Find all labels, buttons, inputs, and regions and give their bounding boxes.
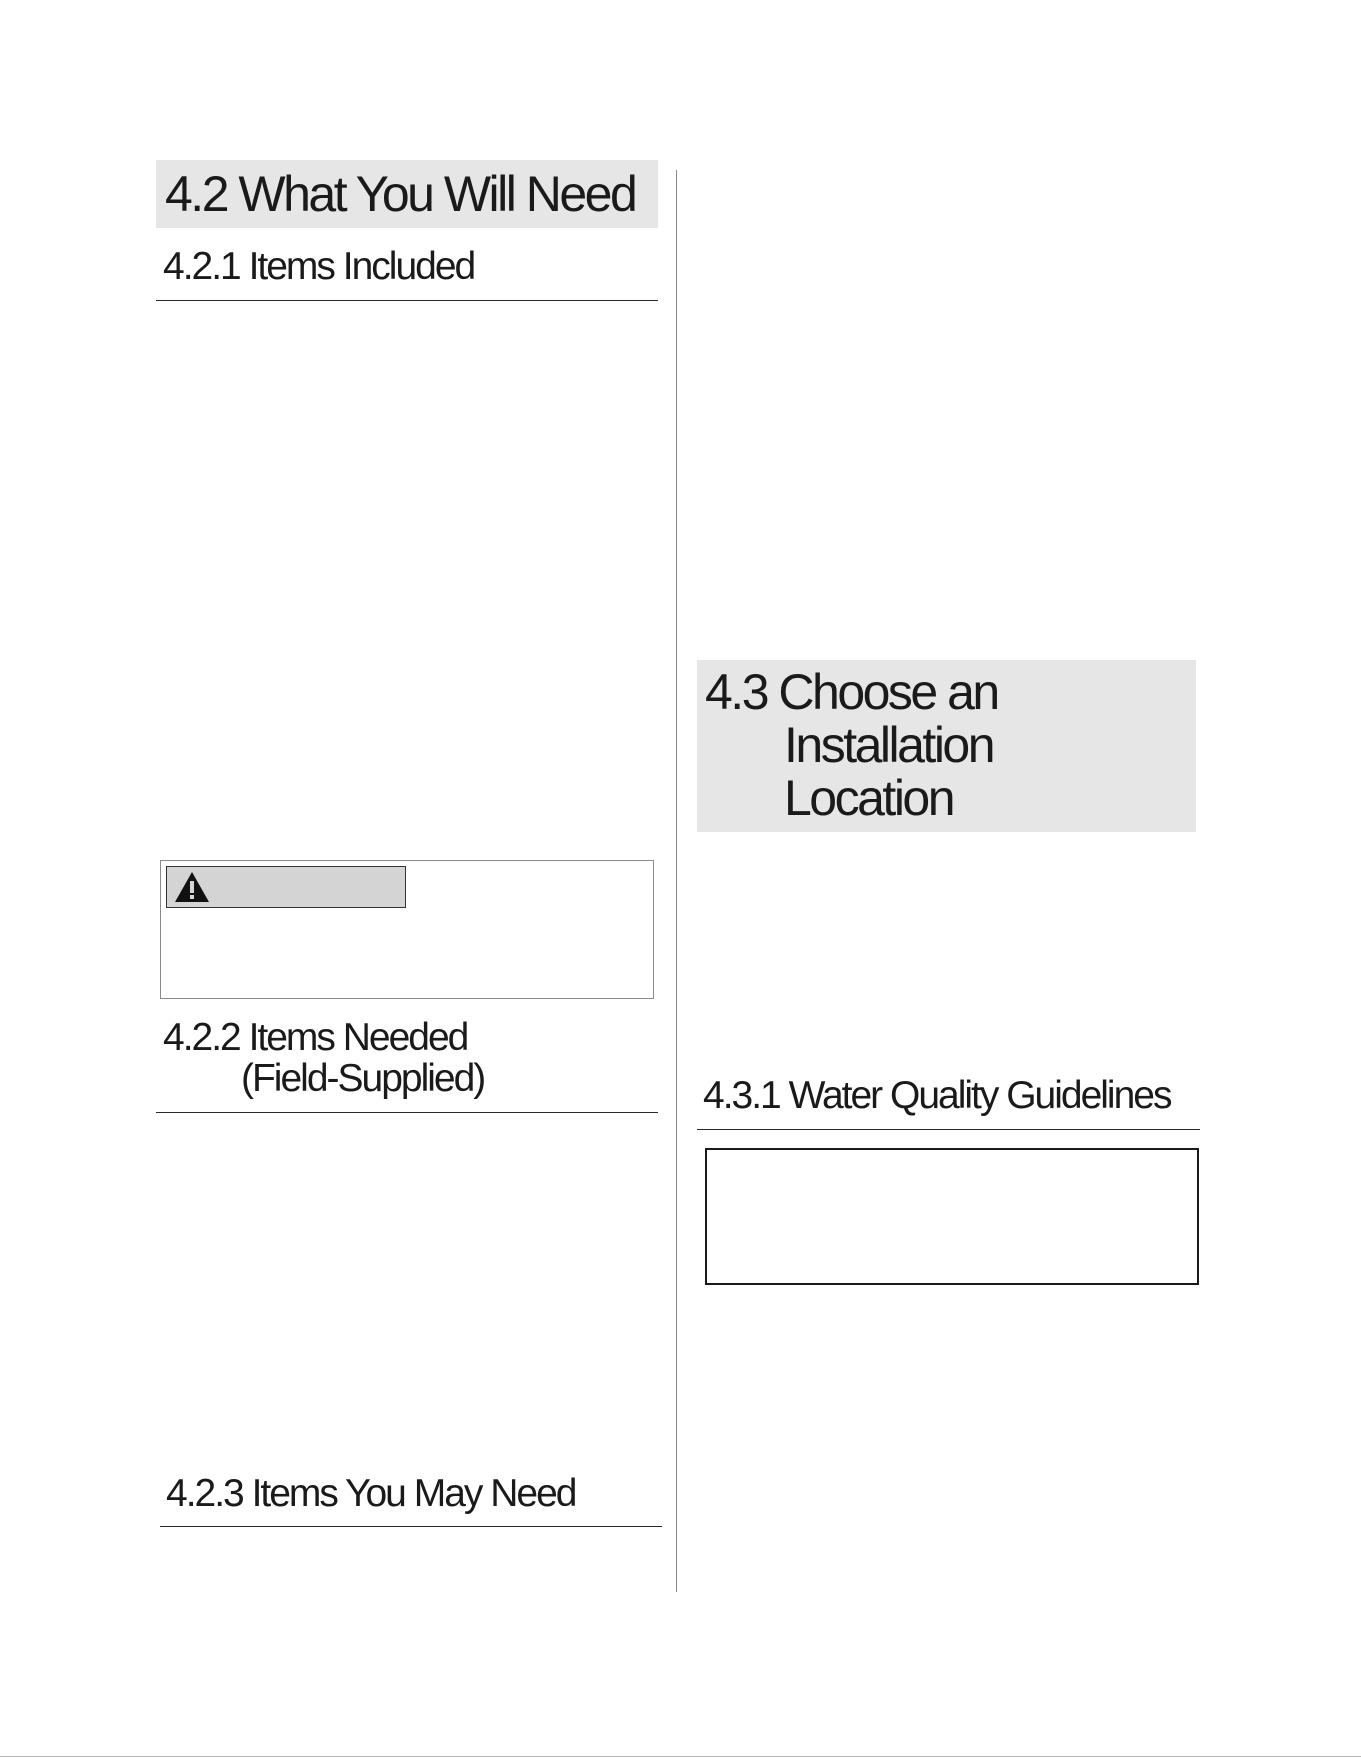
- warning-box: [160, 860, 654, 999]
- section-4-3-title-line1: 4.3 Choose an: [705, 664, 998, 720]
- section-4-3-title: [705, 666, 998, 825]
- section-4-3-1-rule: [697, 1129, 1200, 1130]
- note-box: [705, 1148, 1199, 1285]
- section-4-2-3-rule: [160, 1526, 662, 1527]
- section-4-2-2-title: [163, 1016, 484, 1101]
- warning-tag: [166, 866, 406, 908]
- section-4-3-title-line3: Location: [784, 770, 954, 826]
- section-4-3-1-title: 4.3.1 Water Quality Guidelines: [703, 1074, 1171, 1117]
- section-4-2-title: 4.2 What You Will Need: [165, 166, 636, 222]
- section-4-2-1-title: 4.2.1 Items Included: [163, 245, 475, 288]
- section-4-2-3-title: 4.2.3 Items You May Need: [166, 1472, 576, 1515]
- warning-triangle-icon: [173, 870, 211, 904]
- section-4-3-heading-band: [697, 660, 1196, 832]
- page-bottom-edge: [0, 1756, 1361, 1757]
- section-4-2-2-rule: [156, 1112, 658, 1113]
- section-4-2-1-rule: [156, 300, 658, 301]
- section-4-2-2-title-line2: (Field-Supplied): [241, 1057, 485, 1100]
- section-4-2-heading-band: [156, 160, 658, 228]
- section-4-3-title-line2: Installation: [784, 717, 994, 773]
- column-divider: [676, 170, 677, 1592]
- section-4-2-2-title-line1: 4.2.2 Items Needed: [163, 1016, 468, 1059]
